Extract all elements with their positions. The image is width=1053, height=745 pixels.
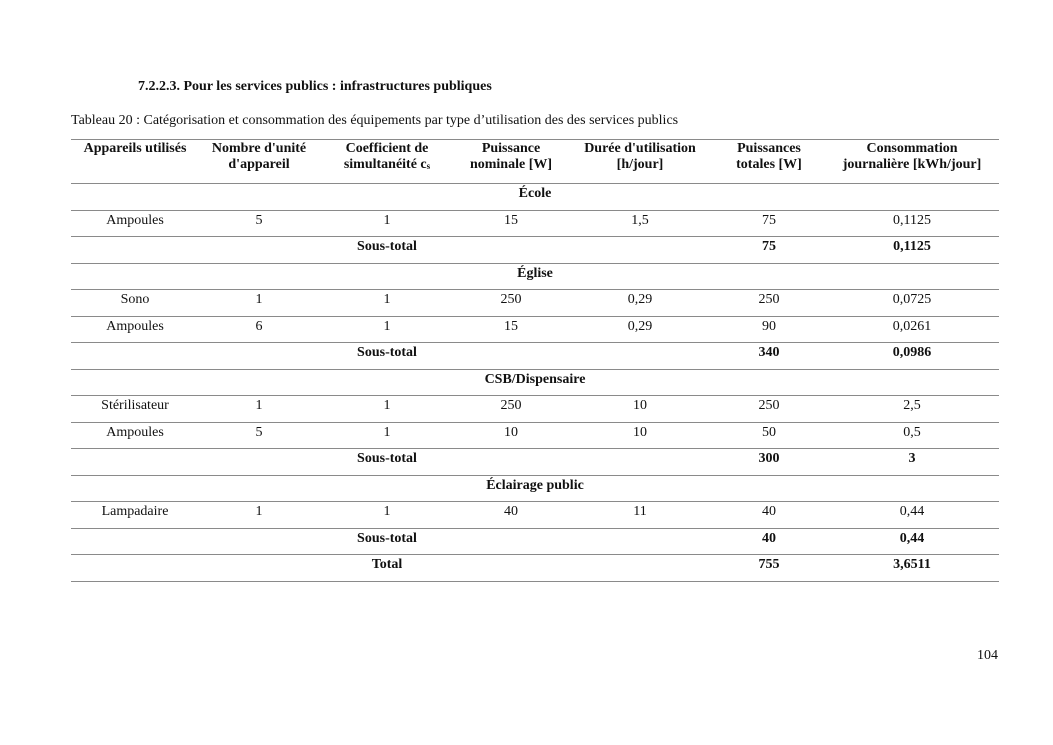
section-heading: 7.2.2.3. Pour les services publics : infrastructures publiques — [138, 79, 492, 94]
table-cell: 1 — [319, 396, 455, 423]
table-cell: 0,0261 — [825, 316, 999, 343]
header-duree: Durée d'utilisation [h/jour] — [567, 140, 713, 184]
table-cell — [455, 237, 713, 264]
table-row — [71, 316, 999, 343]
table-cell: 0,0725 — [825, 290, 999, 317]
table-header-row — [71, 140, 999, 184]
total-row — [71, 555, 999, 582]
subtotal-label: Sous-total — [319, 343, 455, 370]
table-row — [71, 290, 999, 317]
table-cell: 1 — [319, 422, 455, 449]
table-cell: 40 — [455, 502, 567, 529]
table-cell: Sono — [71, 290, 199, 317]
table-cell: 1 — [199, 502, 319, 529]
table-cell — [71, 343, 319, 370]
header-puissance-nominale: Puissance nominale [W] — [455, 140, 567, 184]
section-row — [71, 263, 999, 290]
table-cell: 90 — [713, 316, 825, 343]
header-puissances-totales: Puissances totales [W] — [713, 140, 825, 184]
table-cell: 6 — [199, 316, 319, 343]
header-consommation: Consommation journalière [kWh/jour] — [825, 140, 999, 184]
page-number: 104 — [977, 648, 998, 663]
section-row — [71, 369, 999, 396]
subtotal-label: Sous-total — [319, 449, 455, 476]
section-row — [71, 475, 999, 502]
table-body — [71, 184, 999, 582]
table-cell: 40 — [713, 502, 825, 529]
total-label: Total — [319, 555, 455, 582]
section-title: École — [71, 184, 999, 211]
subtotal-consumption: 0,0986 — [825, 343, 999, 370]
table-cell: 10 — [567, 422, 713, 449]
table-cell — [71, 528, 319, 555]
table-cell — [71, 449, 319, 476]
table-cell: 2,5 — [825, 396, 999, 423]
total-power: 755 — [713, 555, 825, 582]
table-cell: 1 — [319, 502, 455, 529]
table-cell — [71, 237, 319, 264]
table-cell: 15 — [455, 210, 567, 237]
table-cell: Lampadaire — [71, 502, 199, 529]
table-cell: 1,5 — [567, 210, 713, 237]
table-cell: 1 — [199, 290, 319, 317]
table-cell — [455, 555, 713, 582]
table-cell: 50 — [713, 422, 825, 449]
table-cell: 15 — [455, 316, 567, 343]
table-cell: Ampoules — [71, 316, 199, 343]
subtotal-row — [71, 237, 999, 264]
table-cell: 250 — [713, 396, 825, 423]
table-cell: 75 — [713, 210, 825, 237]
table-row — [71, 396, 999, 423]
table-cell — [455, 343, 713, 370]
table-cell: 250 — [713, 290, 825, 317]
subtotal-row — [71, 449, 999, 476]
table-cell: 1 — [319, 210, 455, 237]
total-consumption: 3,6511 — [825, 555, 999, 582]
table-cell: 1 — [199, 396, 319, 423]
table-cell — [455, 449, 713, 476]
subtotal-label: Sous-total — [319, 528, 455, 555]
table-cell: 10 — [455, 422, 567, 449]
subtotal-power: 40 — [713, 528, 825, 555]
table-cell — [71, 555, 319, 582]
table-cell: Stérilisateur — [71, 396, 199, 423]
table-row — [71, 502, 999, 529]
header-nombre-unite: Nombre d'unité d'appareil — [199, 140, 319, 184]
section-row — [71, 184, 999, 211]
table-cell: 0,29 — [567, 290, 713, 317]
subtotal-row — [71, 528, 999, 555]
subtotal-power: 75 — [713, 237, 825, 264]
section-title: CSB/Dispensaire — [71, 369, 999, 396]
table-row — [71, 210, 999, 237]
subtotal-consumption: 0,1125 — [825, 237, 999, 264]
table-cell: Ampoules — [71, 422, 199, 449]
table-cell: 250 — [455, 290, 567, 317]
section-title: Église — [71, 263, 999, 290]
subtotal-row — [71, 343, 999, 370]
table-cell: 0,44 — [825, 502, 999, 529]
subtotal-consumption: 0,44 — [825, 528, 999, 555]
table-cell: 250 — [455, 396, 567, 423]
subtotal-power: 340 — [713, 343, 825, 370]
table-cell: 5 — [199, 210, 319, 237]
table-cell: 1 — [319, 290, 455, 317]
table-cell — [455, 528, 713, 555]
table-cell: 0,1125 — [825, 210, 999, 237]
table-cell: 5 — [199, 422, 319, 449]
subtotal-power: 300 — [713, 449, 825, 476]
subtotal-label: Sous-total — [319, 237, 455, 264]
table-cell: Ampoules — [71, 210, 199, 237]
table-cell: 0,5 — [825, 422, 999, 449]
table-row — [71, 422, 999, 449]
subtotal-consumption: 3 — [825, 449, 999, 476]
section-title: Éclairage public — [71, 475, 999, 502]
consumption-table — [71, 139, 999, 582]
table-cell: 11 — [567, 502, 713, 529]
table-cell: 0,29 — [567, 316, 713, 343]
table-caption: Tableau 20 : Catégorisation et consommation des équipements par type d’utilisation des des services publics — [71, 113, 679, 128]
header-appareils: Appareils utilisés — [71, 140, 199, 184]
table-cell: 10 — [567, 396, 713, 423]
header-coefficient: Coefficient de simultanéité $c_s$ — [319, 140, 455, 184]
table-cell: 1 — [319, 316, 455, 343]
